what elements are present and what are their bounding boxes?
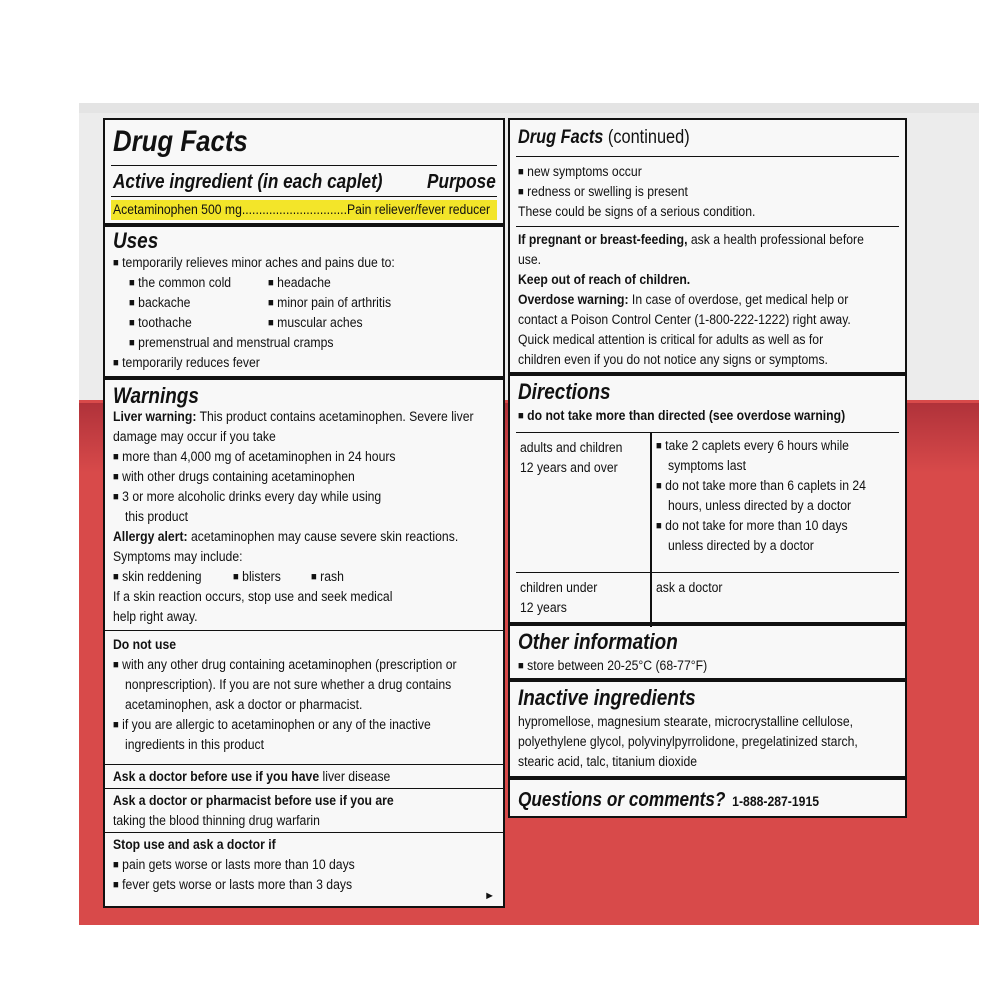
adults-item: ■ take 2 caplets every 6 hours while xyxy=(656,436,849,457)
do-not-use-text: acetaminophen, ask a doctor or pharmacist. xyxy=(125,697,363,713)
do-not-use-item: ■ with any other drug containing acetaminophen (prescription or xyxy=(113,655,457,676)
stop-use-item: ■ fever gets worse or lasts more than 3 days xyxy=(113,875,352,896)
directions-section xyxy=(510,372,905,622)
carton-lip xyxy=(79,103,979,113)
pregnant-text: ask a health professional before xyxy=(690,232,864,248)
liver-warning-line xyxy=(113,407,474,427)
drug-facts-right-panel xyxy=(508,118,907,818)
divider xyxy=(516,226,899,227)
skin-reaction-text: help right away. xyxy=(113,609,198,625)
ask-doctor-value: liver disease xyxy=(322,769,391,785)
ask-pharmacist-section xyxy=(105,788,503,829)
inactive-ingredients-heading: Inactive ingredients xyxy=(518,685,696,710)
divider xyxy=(111,196,497,197)
dot-leader: ............................... xyxy=(241,202,347,218)
active-ingredient-line xyxy=(113,200,490,220)
liver-warning-text: This product contains acetaminophen. Severe liver xyxy=(199,409,474,425)
other-information-heading: Other information xyxy=(518,629,678,654)
ask-doctor-section xyxy=(105,764,503,785)
liver-warning-item: ■ more than 4,000 mg of acetaminophen in 24 hours xyxy=(113,447,396,468)
divider xyxy=(111,165,497,166)
overdose-text: Quick medical attention is critical for adults as well as for xyxy=(518,332,824,348)
uses-item: ■ backache xyxy=(129,293,190,314)
continued-text: These could be signs of a serious condition. xyxy=(518,204,756,220)
pregnant-label: If pregnant or breast-feeding, xyxy=(518,232,688,248)
uses-item: ■ temporarily reduces fever xyxy=(113,353,260,374)
divider xyxy=(516,432,899,433)
allergy-alert-text: acetaminophen may cause severe skin reactions. xyxy=(190,529,459,545)
warnings-heading: Warnings xyxy=(113,383,199,408)
do-not-use-section xyxy=(105,630,503,753)
overdose-text: In case of overdose, get medical help or xyxy=(631,292,849,308)
liver-warning-text: damage may occur if you take xyxy=(113,429,276,445)
directions-note: ■ do not take more than directed (see overdose warning) xyxy=(518,406,845,427)
do-not-use-heading: Do not use xyxy=(113,637,177,653)
questions-section xyxy=(510,776,905,811)
purpose-value: Pain reliever/fever reducer xyxy=(346,202,491,218)
stop-use-heading: Stop use and ask a doctor if xyxy=(113,837,276,853)
inactive-ingredients-text: stearic acid, talc, titanium dioxide xyxy=(518,754,698,770)
uses-heading: Uses xyxy=(113,228,159,253)
questions-label: Questions or comments? xyxy=(518,789,726,811)
liver-warning-item: ■ 3 or more alcoholic drinks every day while using xyxy=(113,487,381,508)
skin-reaction-text: If a skin reaction occurs, stop use and seek medical xyxy=(113,589,393,605)
liver-warning-item: ■ with other drugs containing acetaminophen xyxy=(113,467,355,488)
symptom-item: ■ rash xyxy=(311,567,344,588)
uses-item: ■ muscular aches xyxy=(268,313,363,334)
uses-item: ■ the common cold xyxy=(129,273,231,294)
adults-item: ■ do not take more than 6 caplets in 24 xyxy=(656,476,866,497)
purpose-heading: Purpose xyxy=(427,171,496,193)
other-information-section xyxy=(510,622,905,674)
adults-item-cont: hours, unless directed by a doctor xyxy=(668,498,852,514)
overdose-label: Overdose warning: xyxy=(518,292,629,308)
drug-facts-left-panel xyxy=(103,118,505,908)
inactive-ingredients-text: hypromellose, magnesium stearate, microcrystalline cellulose, xyxy=(518,714,853,730)
uses-item: ■ premenstrual and menstrual cramps xyxy=(129,333,333,354)
questions-phone: 1-888-287-1915 xyxy=(732,794,820,810)
do-not-use-item: ■ if you are allergic to acetaminophen or any of the inactive xyxy=(113,715,431,736)
symptom-item: ■ blisters xyxy=(233,567,281,588)
adults-label: adults and children xyxy=(520,440,623,456)
adults-label: 12 years and over xyxy=(520,460,618,476)
inactive-ingredients-section xyxy=(510,678,905,770)
liver-warning-label: Liver warning: xyxy=(113,409,197,425)
questions-line xyxy=(518,788,819,812)
continued-item: ■ new symptoms occur xyxy=(518,162,642,183)
keep-out-text: Keep out of reach of children. xyxy=(518,272,691,288)
symptom-item: ■ skin reddening xyxy=(113,567,202,588)
stop-use-section xyxy=(105,832,503,893)
uses-item: ■ toothache xyxy=(129,313,192,334)
drug-facts-title: Drug Facts xyxy=(113,125,248,158)
children-label: 12 years xyxy=(520,600,567,616)
adults-item-cont: symptoms last xyxy=(668,458,746,474)
overdose-text: contact a Poison Control Center (1-800-222-1222) right away. xyxy=(518,312,851,328)
divider xyxy=(516,156,899,157)
continued-suffix: (continued) xyxy=(607,127,690,148)
uses-line: ■ temporarily relieves minor aches and pains due to: xyxy=(113,253,395,274)
ask-doctor-line xyxy=(113,767,390,787)
other-information-item: ■ store between 20-25°C (68-77°F) xyxy=(518,656,707,677)
pregnant-text: use. xyxy=(518,252,542,268)
continued-title: Drug Facts xyxy=(518,127,604,148)
continued-title-line xyxy=(518,126,690,150)
overdose-text: children even if you do not notice any signs or symptoms. xyxy=(518,352,828,368)
active-ingredient-name: Acetaminophen 500 mg xyxy=(113,202,242,218)
allergy-alert-label: Allergy alert: xyxy=(113,529,188,545)
adults-item: ■ do not take for more than 10 days xyxy=(656,516,848,537)
directions-heading: Directions xyxy=(518,379,611,404)
liver-warning-item-cont: this product xyxy=(125,509,189,525)
divider xyxy=(516,572,899,573)
inactive-ingredients-text: polyethylene glycol, polyvinylpyrrolidone, pregelatinized starch, xyxy=(518,734,858,750)
overdose-line xyxy=(518,290,848,310)
uses-item: ■ minor pain of arthritis xyxy=(268,293,391,314)
ask-pharmacist-value: taking the blood thinning drug warfarin xyxy=(113,813,320,829)
active-ingredient-heading: Active ingredient (in each caplet) xyxy=(113,171,383,193)
do-not-use-text: ingredients in this product xyxy=(125,737,265,753)
do-not-use-text: nonprescription). If you are not sure whether a drug contains xyxy=(125,677,452,693)
ask-doctor-label: Ask a doctor before use if you have xyxy=(113,769,320,785)
table-divider xyxy=(650,432,652,627)
stop-use-item: ■ pain gets worse or lasts more than 10 days xyxy=(113,855,355,876)
children-label: children under xyxy=(520,580,598,596)
uses-item: ■ headache xyxy=(268,273,331,294)
ask-pharmacist-label: Ask a doctor or pharmacist before use if you are xyxy=(113,793,394,809)
pregnant-line xyxy=(518,230,864,250)
warnings-section xyxy=(105,376,503,625)
children-value: ask a doctor xyxy=(656,580,723,596)
allergy-alert-text: Symptoms may include: xyxy=(113,549,243,565)
continue-arrow-icon: ► xyxy=(484,890,495,902)
adults-item-cont: unless directed by a doctor xyxy=(668,538,814,554)
uses-section xyxy=(105,223,503,371)
continued-item: ■ redness or swelling is present xyxy=(518,182,688,203)
allergy-alert-line xyxy=(113,527,458,547)
